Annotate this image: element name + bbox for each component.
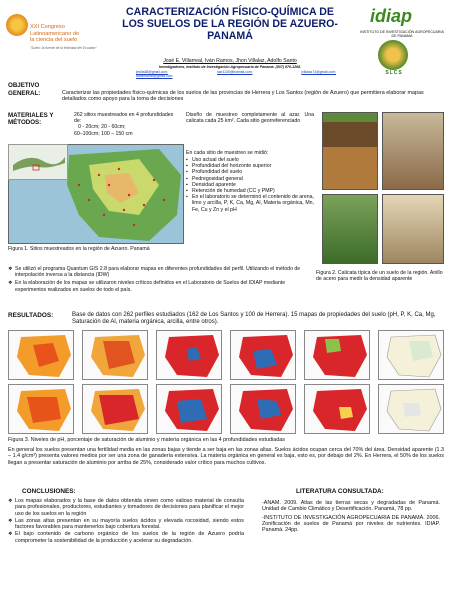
list-item: ❖ En la elaboración de los mapas se utilizaron niveles críticos definidos en el Laboratorio de Suelos del IDIAP mediante experimentos realizados en suelos de todo el país.	[8, 280, 312, 292]
list-item: ❖ Las zonas altas presentan en su mayoría suelos ácidos y elevada rocosidad, siendo estos factores favorables para mantenerlos bajo cobertura forestal.	[8, 518, 244, 531]
affiliation: Investigadores, Instituto de Investigación Agropecuaria de Panamá. (507) 976-1268.	[158, 65, 302, 69]
sitios-text: 262 sitios muestreados en 4 profundidades de: 0 - 20cm; 20 - 60cm; 60–100cm; 100 – 150 cm	[74, 112, 174, 137]
organic-matter-map	[378, 384, 444, 434]
list-item: ❖ El bajo contenido de carbono orgánico de los suelos de la región de Azuero podría comprometer la sostenibilidad de la producción y acelerar su degradación.	[8, 531, 244, 544]
ph-map	[82, 330, 148, 380]
inset-illustration	[9, 145, 69, 181]
slcs-label: SLCS	[385, 70, 403, 76]
idiap-logo	[352, 6, 446, 78]
measured-list	[186, 157, 314, 213]
figure-1-caption: Figura 1. Sitios muestreados en la región de Azuero. Panamá	[8, 246, 150, 252]
diseno-text: Diseño de muestreo completamente al azar. Una calicata cada 25 km². Cada sitio georreferenciado	[186, 112, 314, 125]
method-list	[8, 266, 312, 295]
list-item: ▪ Densidad aparente	[186, 182, 314, 188]
field-photo	[322, 194, 378, 264]
al-saturation-map	[230, 384, 296, 434]
list-item: -ANAM. 2009. Atlas de las tierras secas y degradadas de Panamá. Unidad de Cambio Climático y Desertificación. Panamá, 78 pp.	[262, 500, 440, 513]
list-item: ▪ Uso actual del suelo	[186, 157, 314, 163]
list-item: ▪ Retención de humedad (CC y PMP)	[186, 188, 314, 194]
list-item: ▪ Profundidad del suelo	[186, 169, 314, 175]
congreso-title: XXI Congreso Latinoamericano de la ciencia del suelo	[30, 24, 80, 44]
congreso-logo	[4, 4, 116, 70]
organic-matter-map	[304, 384, 370, 434]
materiales-heading: MATERIALES Y MÉTODOS:	[8, 112, 54, 127]
idiap-wordmark: idiap	[370, 6, 413, 26]
email-link[interactable]: iacr1130@hotmail.com;	[217, 70, 253, 74]
slcs-logo-icon	[378, 40, 408, 70]
poster-title: CARACTERIZACIÓN FÍSICO-QUÍMICA DE LOS SUELOS DE LA REGIÓN DE AZUERO-PANAMÁ	[122, 6, 338, 42]
email-link[interactable]: jevilla38@gmail.com;	[136, 70, 169, 74]
al-saturation-map	[230, 330, 296, 380]
general-results-text: En general los suelos presentan una fertilidad media en las zonas bajas y tiende a ser baja en las zonas altas. Suelos ácidos ocupan cerca del 70% del área. Densidad aparente (1.3 – 1.4 g/cm³) presenta valores medios por ser una zona de ganadería extensiva. La materia orgánica en general es baja, esto es, por debajo del 2%. En Herrera, el 50% de los suelos llegan a presentar saturación de aluminio por arriba de 25%, considerado valor crítico para muchos cultivos.	[8, 447, 444, 466]
results-maps-grid	[8, 330, 444, 434]
email-link[interactable]: adolfosanto@gmail.com	[136, 74, 173, 78]
ph-map	[8, 330, 74, 380]
email-link[interactable]: jvillalaz74@gmail.com;	[301, 70, 336, 74]
objetivo-heading: OBJETIVO	[8, 82, 40, 89]
list-item: ▪ Pedregosidad general	[186, 176, 314, 182]
authors: José E. Villarreal, Iván Ramos, Jhon Villalaz, Adolfo Santo	[163, 58, 297, 64]
soil-photos	[322, 112, 444, 264]
objetivo-heading-2: GENERAL:	[8, 90, 41, 97]
conclusiones-list	[8, 498, 244, 545]
organic-matter-map	[304, 330, 370, 380]
objetivo-text: Caracterizar las propiedades físico-químicas de los suelos de las provincias de Herrera y Los Santos (región de Azuero) que permitiera elaborar mapas detallados como apoyo para la toma de decisiones	[62, 90, 424, 103]
figure-2-caption: Figura 2. Calicata típica de un suelo de la región. Anillo de acero para medir la densidad aparente	[316, 270, 443, 283]
calicata-photo	[382, 112, 444, 190]
list-item: ▪ En el laboratorio se determinó el contenido de arena, limo y arcilla, P, K, Ca, Mg, Al, Materia orgánica, Mn, Fe, Cu y Zn y el pH	[186, 194, 314, 213]
list-item: ❖ Se utilizó el programa Quantum GIS 2.8 para elaborar mapas en diferentes profundidades del perfil. Utilizando el método de interpolación inversa a la distancia (IDW)	[8, 266, 312, 278]
literatura-list	[262, 500, 440, 535]
resultados-text: Base de datos con 262 perfiles estudiados (162 de Los Santos y 100 de Herrera). 15 mapas de propiedades del suelo (pH, P, K, Ca, Mg, Saturación de Al, materia orgánica, arcilla, entre otros).	[72, 312, 436, 325]
al-saturation-map	[156, 330, 222, 380]
cada-sitio-text: En cada sitio de muestreo se midió:	[186, 150, 269, 156]
soil-profile-photo	[322, 112, 378, 190]
congreso-subtitle: "Suelo: la fuente de la felicidad del Ecuador"	[30, 46, 97, 50]
list-item: ❖ Los mapas elaborados y la base de datos obtenida sirven como valioso material de consulta para profesionales, productores, estudiantes y tomadores de decisiones para planificar el mejor uso de los suelos en la región	[8, 498, 244, 517]
idiap-institution: INSTITUTO DE INVESTIGACIÓN AGROPECUARIA DE PANAMÁ	[360, 30, 444, 38]
list-item: ▪ Profundidad del horizonte superior	[186, 163, 314, 169]
sun-logo-icon	[6, 14, 28, 36]
organic-matter-map	[378, 330, 444, 380]
literatura-heading: LITERATURA CONSULTADA:	[296, 488, 384, 495]
ring-photo	[382, 194, 444, 264]
figure-3-caption: Figura 3. Niveles de pH, porcentaje de saturación de aluminio y materia orgánica en las 4 profundidades estudiadas	[8, 437, 285, 443]
conclusiones-heading: CONCLUSIONES:	[22, 488, 76, 495]
panama-inset-map	[8, 144, 68, 180]
al-saturation-map	[156, 384, 222, 434]
resultados-heading: RESULTADOS:	[8, 312, 54, 319]
ph-map	[82, 384, 148, 434]
list-item: -INSTITUTO DE INVESTIGACIÓN AGROPECUARIA DE PANAMÁ. 2006. Zonificación de suelos de Panamá por niveles de nutrientes. IDIAP. Panamá. 24pp.	[262, 514, 440, 534]
ph-map	[8, 384, 74, 434]
